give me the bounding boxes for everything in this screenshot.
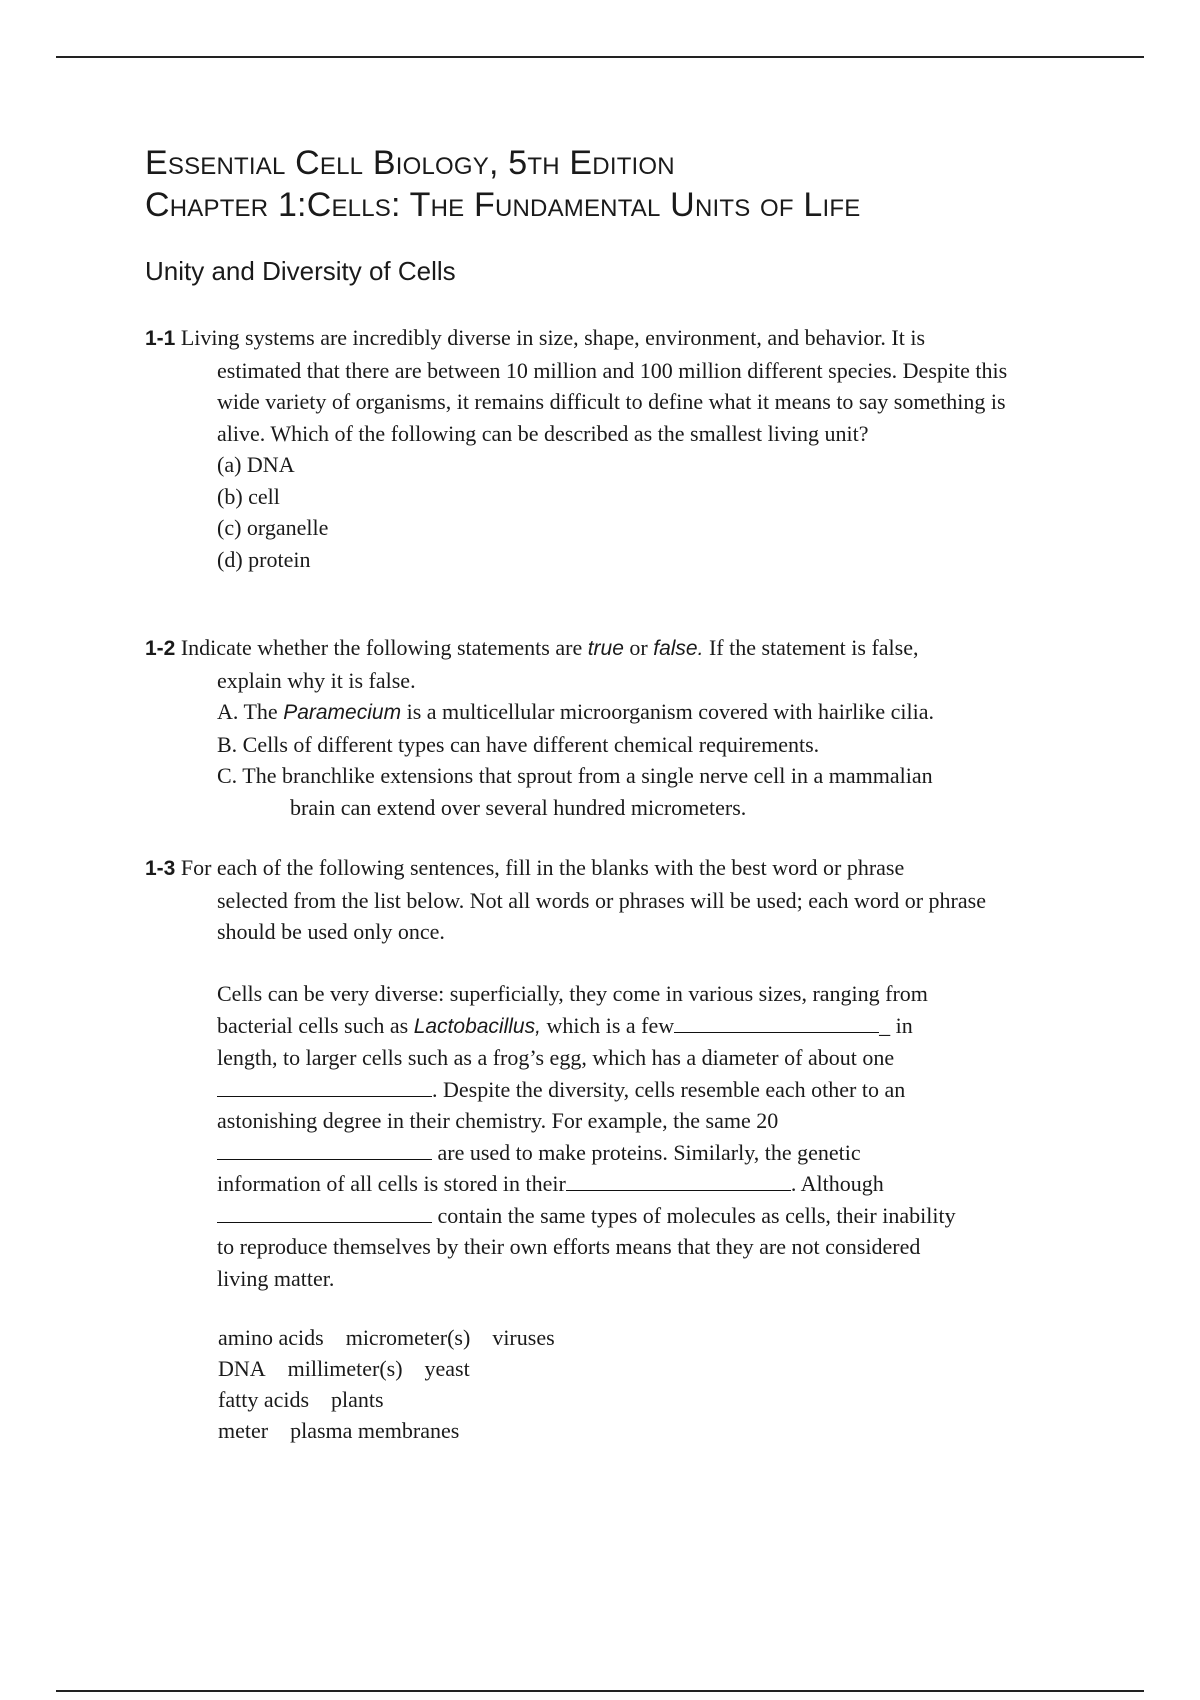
stem-line: selected from the list below. Not all words or phrases will be used; each word or phrase: [217, 887, 986, 913]
question-stem: [145, 322, 1105, 355]
paragraph-line: [145, 1137, 1105, 1169]
option-c: (c) organelle: [217, 515, 329, 540]
blank-2[interactable]: [217, 1078, 432, 1097]
question-stem: [145, 632, 1105, 665]
stem-line: explain why it is false.: [217, 667, 416, 693]
question-1-2: [145, 632, 1105, 823]
paragraph-line: astonishing degree in their chemistry. For example, the same 20: [217, 1108, 779, 1133]
word-option: micrometer(s): [345, 1325, 471, 1350]
false-word: false.: [653, 637, 704, 660]
word-option: plants: [331, 1387, 384, 1412]
stem-line: wide variety of organisms, it remains difficult to define what it means to say something is: [217, 389, 1006, 414]
option-b: (b) cell: [217, 483, 280, 509]
top-rule: [56, 56, 1144, 58]
option-d: (d) protein: [217, 546, 311, 572]
question-number: 1-2: [145, 637, 176, 660]
word-option: yeast: [424, 1356, 470, 1381]
question-number: 1-1: [145, 327, 176, 350]
stem-line: alive. Which of the following can be described as the smallest living unit?: [217, 420, 869, 446]
stem-line: should be used only once.: [217, 919, 445, 944]
paragraph-line: [145, 1200, 1105, 1232]
statement-a: [145, 696, 1105, 729]
true-word: true: [587, 637, 624, 660]
word-option: millimeter(s): [287, 1356, 403, 1381]
statement-c: C. The branchlike extensions that sprout from a single nerve cell in a mammalian: [217, 763, 933, 788]
statement-c-continued: brain can extend over several hundred micrometers.: [290, 794, 747, 820]
text: _ in: [879, 1012, 913, 1038]
stem-line: For each of the following sentences, fill in the blanks with the best word or phrase: [180, 855, 905, 880]
word-list-row: [218, 1415, 577, 1446]
word-option: fatty acids: [218, 1387, 310, 1412]
word-list-row: [218, 1353, 577, 1384]
stem-line: estimated that there are between 10 million and 100 million different species. Despite this: [217, 357, 1008, 383]
question-1-1: [145, 322, 1105, 575]
word-list: [218, 1322, 577, 1446]
or-word: or: [629, 635, 648, 660]
blank-1[interactable]: [674, 1014, 879, 1033]
word-option: amino acids: [218, 1325, 324, 1350]
paragraph-line: [145, 1010, 1105, 1043]
paragraph-line: [145, 1074, 1105, 1106]
paragraph-line: to reproduce themselves by their own efforts means that they are not considered: [217, 1234, 921, 1259]
book-title: Essential Cell Biology, 5th Edition: [145, 144, 675, 182]
stem-text: If the statement is false,: [708, 635, 919, 660]
section-title: Unity and Diversity of Cells: [145, 256, 456, 286]
word-option: DNA: [218, 1356, 266, 1381]
blank-4[interactable]: [566, 1172, 791, 1191]
text: which is a few: [546, 1012, 675, 1038]
word-option: viruses: [492, 1325, 555, 1350]
stem-text: Indicate whether the following statements are: [180, 635, 583, 660]
text: . Despite the diversity, cells resemble each other to an: [432, 1076, 906, 1102]
text: contain the same types of molecules as cells, their inability: [437, 1202, 956, 1228]
text: bacterial cells such as: [217, 1012, 409, 1038]
text: . Although: [790, 1171, 884, 1196]
fill-in-paragraph: [145, 978, 1105, 1294]
bottom-rule: [56, 1690, 1144, 1692]
paragraph-line: length, to larger cells such as a frog’s egg, which has a diameter of about one: [217, 1045, 895, 1070]
text: are used to make proteins. Similarly, the genetic: [437, 1139, 861, 1165]
text: information of all cells is stored in their: [217, 1171, 566, 1196]
paragraph-line: living matter.: [217, 1265, 335, 1291]
paramecium-term: Paramecium: [283, 701, 402, 724]
question-1-3: [145, 852, 1105, 948]
statement-a-text: is a multicellular microorganism covered with hairlike cilia.: [406, 699, 935, 724]
word-list-row: [218, 1322, 577, 1353]
paragraph-line: Cells can be very diverse: superficially, they come in various sizes, ranging from: [217, 981, 928, 1006]
lactobacillus-term: Lactobacillus,: [413, 1014, 541, 1038]
word-option: meter: [218, 1418, 269, 1443]
blank-3[interactable]: [217, 1141, 432, 1160]
option-a: (a) DNA: [217, 452, 295, 477]
chapter-title: Chapter 1:Cells: The Fundamental Units of Life: [145, 186, 861, 224]
word-list-row: [218, 1384, 577, 1415]
question-stem: [145, 852, 1105, 885]
blank-5[interactable]: [217, 1204, 432, 1223]
word-option: plasma membranes: [290, 1418, 460, 1443]
statement-b: B. Cells of different types can have different chemical requirements.: [217, 731, 820, 757]
statement-a-prefix: A. The: [217, 699, 278, 724]
stem-line: Living systems are incredibly diverse in size, shape, environment, and behavior. It is: [180, 325, 926, 350]
question-number: 1-3: [145, 857, 176, 880]
paragraph-line: [145, 1168, 1105, 1200]
